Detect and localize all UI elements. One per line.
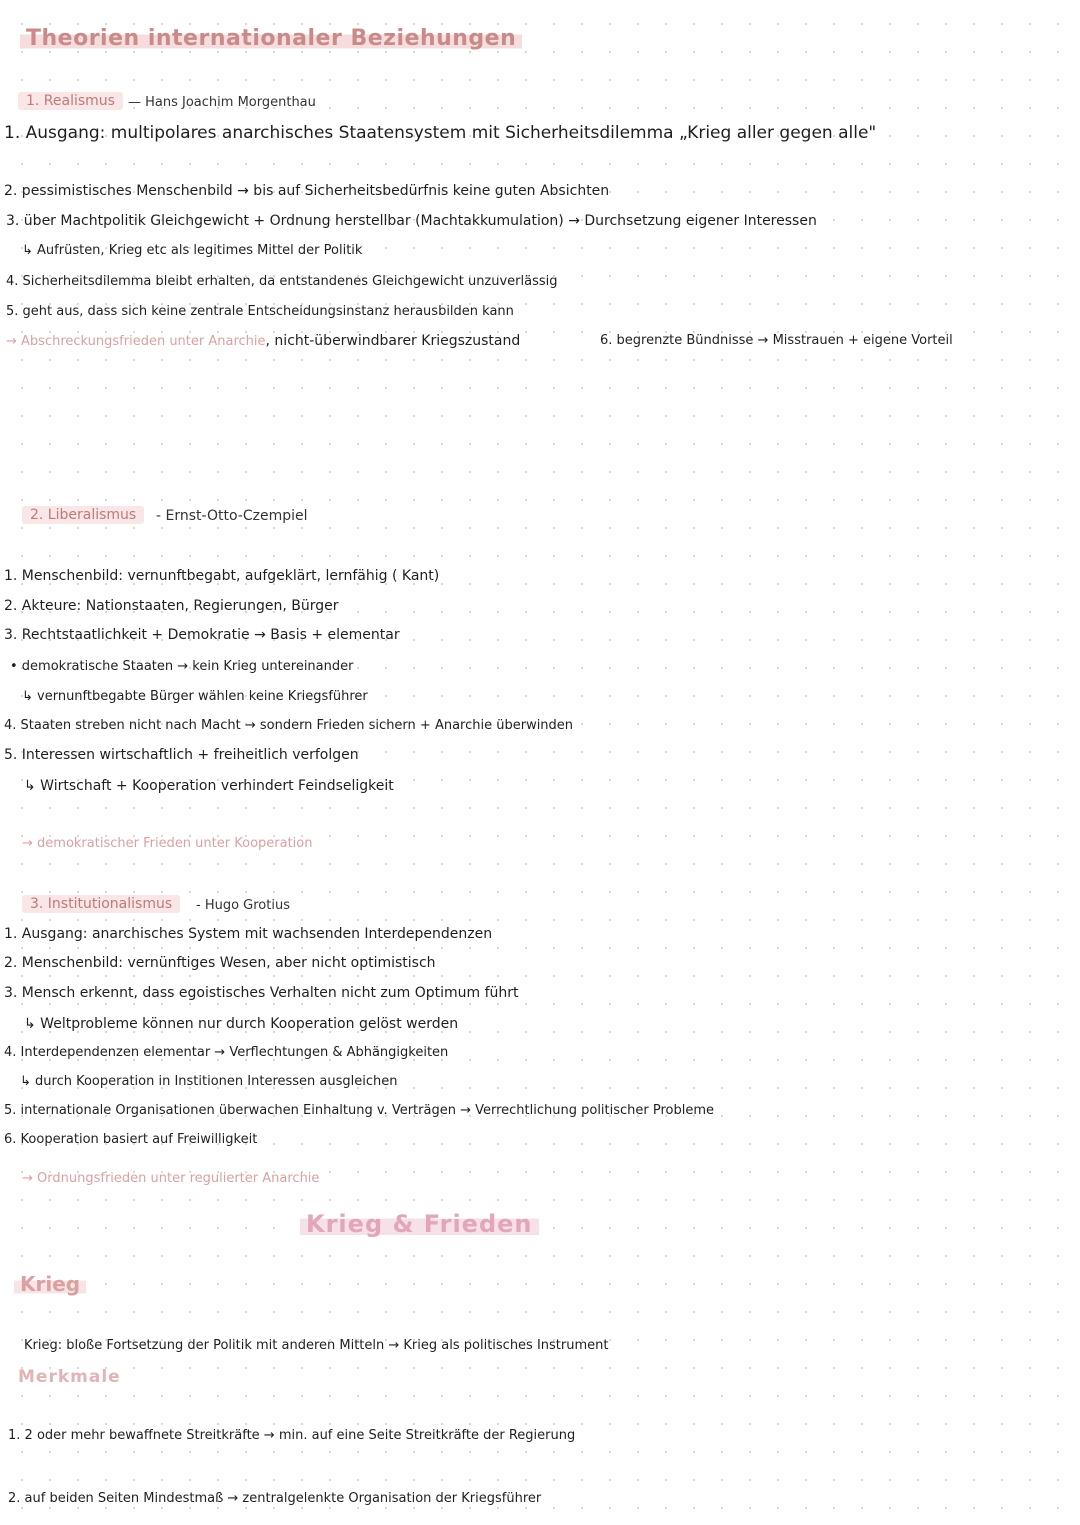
krieg-heading: Krieg bbox=[14, 1272, 86, 1296]
institutionalismus-author: - Hugo Grotius bbox=[196, 898, 290, 913]
realismus-conclusion-rest: , nicht-überwindbarer Kriegszustand bbox=[265, 333, 521, 349]
liberalismus-line-1: 1. Menschenbild: vernunftbegabt, aufgeklärt, lernfähig ( Kant) bbox=[4, 568, 440, 584]
liberalismus-line-2: 2. Akteure: Nationstaaten, Regierungen, Bürger bbox=[4, 598, 339, 614]
krieg-definition: Krieg: bloße Fortsetzung der Politik mit anderen Mitteln → Krieg als politisches Instrument bbox=[24, 1338, 609, 1353]
institutionalismus-conclusion: → Ordnungsfrieden unter regulierter Anarchie bbox=[22, 1171, 320, 1186]
liberalismus-line-3-bullet: • demokratische Staaten → kein Krieg untereinander bbox=[10, 659, 354, 674]
liberalismus-conclusion: → demokratischer Frieden unter Kooperation bbox=[22, 836, 313, 851]
krieg-frieden-title: Krieg & Frieden bbox=[300, 1210, 539, 1238]
institutionalismus-line-3: 3. Mensch erkennt, dass egoistisches Verhalten nicht zum Optimum führt bbox=[4, 985, 519, 1001]
institutionalismus-line-4: 4. Interdependenzen elementar → Verflechtungen & Abhängigkeiten bbox=[4, 1045, 449, 1060]
realismus-line-1: 1. Ausgang: multipolares anarchisches Staatensystem mit Sicherheitsdilemma „Krieg aller gegen alle" bbox=[4, 123, 877, 143]
realismus-line-4: 4. Sicherheitsdilemma bleibt erhalten, da entstandenes Gleichgewicht unzuverlässig bbox=[6, 274, 558, 289]
institutionalismus-line-3-sub: ↳ Weltprobleme können nur durch Kooperation gelöst werden bbox=[24, 1016, 459, 1032]
realismus-point-6: 6. begrenzte Bündnisse → Misstrauen + eigene Vorteil bbox=[600, 333, 953, 348]
merkmale-heading: Merkmale bbox=[18, 1367, 121, 1387]
realismus-line-3-sub: ↳ Aufrüsten, Krieg etc als legitimes Mittel der Politik bbox=[22, 243, 363, 258]
institutionalismus-line-5: 5. internationale Organisationen überwachen Einhaltung v. Verträgen → Verrechtlichung politischer Probleme bbox=[4, 1103, 715, 1118]
page-title: Theorien internationaler Beziehungen bbox=[20, 26, 522, 51]
institutionalismus-line-2: 2. Menschenbild: vernünftiges Wesen, aber nicht optimistisch bbox=[4, 955, 436, 971]
section-heading-liberalismus: 2. Liberalismus bbox=[22, 506, 144, 524]
institutionalismus-line-6: 6. Kooperation basiert auf Freiwilligkeit bbox=[4, 1132, 258, 1147]
liberalismus-line-3: 3. Rechtstaatlichkeit + Demokratie → Basis + elementar bbox=[4, 627, 400, 643]
institutionalismus-line-4-sub: ↳ durch Kooperation in Institionen Interessen ausgleichen bbox=[20, 1074, 398, 1089]
realismus-author: — Hans Joachim Morgenthau bbox=[128, 95, 316, 110]
merkmal-1: 1. 2 oder mehr bewaffnete Streitkräfte → min. auf eine Seite Streitkräfte der Regierung bbox=[8, 1428, 576, 1443]
institutionalismus-line-1: 1. Ausgang: anarchisches System mit wachsenden Interdependenzen bbox=[4, 926, 493, 942]
merkmal-2: 2. auf beiden Seiten Mindestmaß → zentralgelenkte Organisation der Kriegsführer bbox=[8, 1491, 542, 1506]
realismus-line-2: 2. pessimistisches Menschenbild → bis auf Sicherheitsbedürfnis keine guten Absichten bbox=[4, 183, 610, 199]
realismus-line-5: 5. geht aus, dass sich keine zentrale Entscheidungsinstanz herausbilden kann bbox=[6, 304, 514, 319]
section-heading-realismus: 1. Realismus bbox=[18, 92, 123, 110]
realismus-conclusion-highlight: → Abschreckungsfrieden unter Anarchie bbox=[6, 334, 266, 349]
section-heading-institutionalismus: 3. Institutionalismus bbox=[22, 895, 180, 913]
realismus-conclusion bbox=[6, 332, 520, 351]
liberalismus-author: - Ernst-Otto-Czempiel bbox=[156, 508, 308, 524]
realismus-line-3: 3. über Machtpolitik Gleichgewicht + Ordnung herstellbar (Machtakkumulation) → Durchsetzung eigener Interessen bbox=[6, 213, 817, 229]
liberalismus-line-5-sub: ↳ Wirtschaft + Kooperation verhindert Feindseligkeit bbox=[24, 778, 394, 794]
liberalismus-line-5: 5. Interessen wirtschaftlich + freiheitlich verfolgen bbox=[4, 747, 359, 763]
liberalismus-line-3-sub: ↳ vernunftbegabte Bürger wählen keine Kriegsführer bbox=[22, 689, 368, 704]
liberalismus-line-4: 4. Staaten streben nicht nach Macht → sondern Frieden sichern + Anarchie überwinden bbox=[4, 718, 574, 733]
